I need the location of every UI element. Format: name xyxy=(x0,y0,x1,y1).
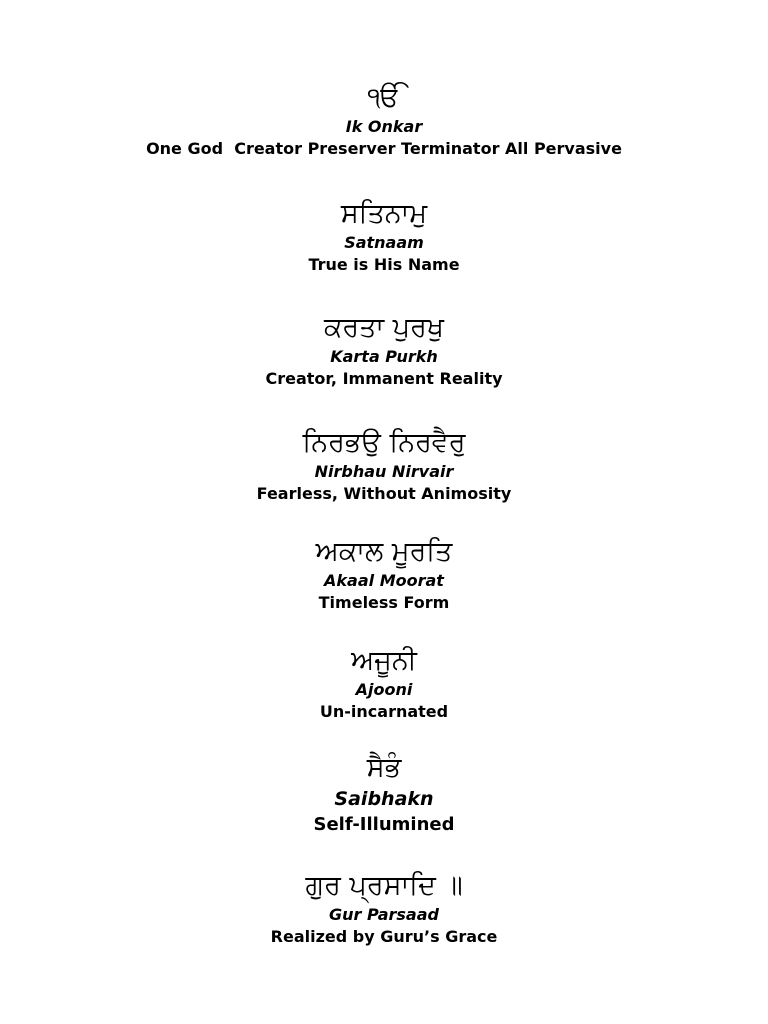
meaning: True is His Name xyxy=(308,255,460,274)
gurmukhi-text: ਕਰਤਾ ਪੁਰਖੁ xyxy=(323,312,444,343)
stanza-gur-parsaad xyxy=(0,868,768,948)
gurmukhi-text: ਸੈਭੰ xyxy=(366,752,402,783)
gurmukhi-text: ਅਕਾਲ ਮੂਰਤਿ xyxy=(315,536,453,567)
transliteration: Satnaam xyxy=(344,233,424,252)
gurmukhi-text: ਨਿਰਭਉ ਨਿਰਵੈਰੁ xyxy=(302,427,466,458)
stanza-ik-onkar xyxy=(0,80,768,160)
meaning: Realized by Guru’s Grace xyxy=(270,927,498,946)
meaning: One God Creator Preserver Terminator All Pervasive xyxy=(146,139,622,158)
stanza-akaal-moorat xyxy=(0,534,768,614)
meaning: Creator, Immanent Reality xyxy=(265,369,503,388)
meaning: Self-Illumined xyxy=(313,814,455,835)
stanza-karta-purkh xyxy=(0,310,768,390)
gurmukhi-text: ਗੁਰ ਪ੍ਰਸਾਦਿ ॥ xyxy=(305,870,463,901)
meaning: Timeless Form xyxy=(318,593,450,612)
stanza-satnaam xyxy=(0,196,768,276)
transliteration: Karta Purkh xyxy=(330,347,438,366)
transliteration: Ik Onkar xyxy=(345,117,423,136)
transliteration: Gur Parsaad xyxy=(329,905,439,924)
stanza-nirbhau-nirvair xyxy=(0,425,768,505)
meaning: Fearless, Without Animosity xyxy=(256,484,512,503)
meaning: Un-incarnated xyxy=(319,702,449,721)
stanza-ajooni xyxy=(0,643,768,723)
gurmukhi-text: ੴ xyxy=(367,82,401,113)
transliteration: Akaal Moorat xyxy=(324,571,444,590)
transliteration: Saibhakn xyxy=(334,788,434,810)
gurmukhi-text: ਅਜੂਨੀ xyxy=(351,645,417,676)
stanza-saibhakn xyxy=(0,750,768,838)
transliteration: Ajooni xyxy=(355,680,413,699)
gurmukhi-text: ਸਤਿਨਾਮੁ xyxy=(340,198,428,229)
transliteration: Nirbhau Nirvair xyxy=(314,462,454,481)
